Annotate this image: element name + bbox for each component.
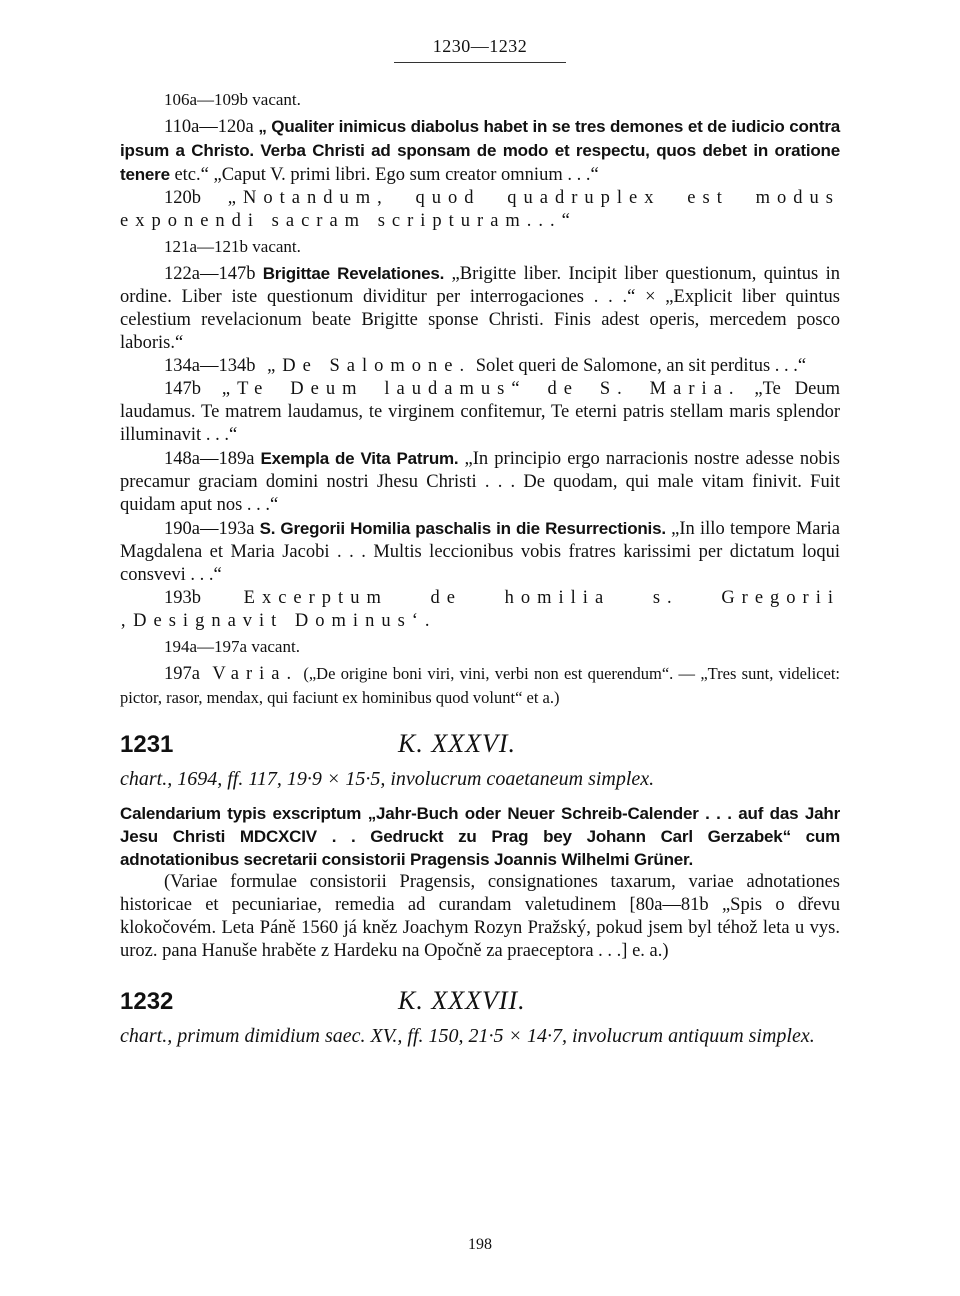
item-text: vacant. — [247, 637, 300, 656]
entry-1232-heading — [120, 986, 840, 1015]
folio-range: 194a—197a — [164, 637, 248, 656]
manuscript-item — [120, 517, 840, 587]
manuscript-item — [120, 88, 840, 111]
item-title: S. Gregorii Homilia paschalis in die Resurrectionis. — [254, 519, 666, 538]
item-text: vacant. — [248, 237, 301, 256]
item-text: „In principio ergo narracionis nostre adesse nobis precamur graciam domini nostri Jhesu Christi . . . De quodam, qui male vitam finivit. Fuit quidam aput nos . . .“ — [120, 449, 840, 515]
entry-signature: K. XXXVI. — [398, 729, 517, 758]
item-incipit-spaced: Varia. — [199, 664, 299, 684]
item-title: „ Qualiter inimicus diabolus habet in se tres demones et de iudicio contra ipsum a Christo. Verba Christi ad sponsam de modo et respectu, quos debet in oratione tenere — [120, 117, 840, 184]
manuscript-item — [120, 587, 840, 633]
entries-1230 — [120, 88, 840, 710]
item-title: Exempla de Vita Patrum. — [254, 449, 459, 468]
manuscript-item — [120, 115, 840, 187]
entry-number: 1232 — [120, 988, 174, 1015]
folio-range: 190a—193a — [164, 519, 255, 539]
item-incipit-spaced: Excerptum de homilia s. Gregorii ‚Designavit Dominus‘. — [120, 588, 840, 631]
item-incipit-spaced: „Notandum, quod quadruplex est modus exponendi sacram scripturam...“ — [120, 188, 840, 231]
running-header: 1230—1232 — [432, 36, 528, 56]
manuscript-item — [120, 635, 840, 658]
folio-range: 193b — [164, 588, 201, 608]
page-number: 198 — [468, 1236, 492, 1253]
manuscript-item — [120, 662, 840, 710]
entry-signature: K. XXXVII. — [398, 986, 526, 1015]
item-text: „In illo tempore Maria Magdalena et Maria Jacobi . . . Multis leccionibus vobis fratres karissimi per dictatum loqui consvevi . . .“ — [120, 519, 840, 585]
text-body — [120, 86, 840, 1059]
entry-1231-contents: (Variae formulae consistorii Pragensis, consignationes taxarum, variae adnotationes historicae et pecuniariae, remedia ad curandam valetudinem [80a—81b „Spis o dřevu klokočovém. Leta Páně 1560 já kněz Joachym Rozyn Pražský, pokud jsem byl téhož leta u vys. uroz. pana Hanuše hraběte z Hardeku na Opočně za praeceptora . . .] e. a.) — [120, 872, 840, 961]
header-rule — [394, 62, 566, 63]
item-incipit-spaced: „Te Deum laudamus“ de S. Maria. — [201, 379, 741, 399]
folio-range: 148a—189a — [164, 449, 255, 469]
item-incipit-spaced: „De Salomone. — [255, 356, 472, 376]
folio-range: 197a — [164, 664, 200, 684]
item-text: Solet queri de Salomone, an sit perditus . . .“ — [471, 356, 807, 376]
item-text: etc.“ „Caput V. primi libri. Ego sum creator omnium . . .“ — [169, 165, 599, 185]
entry-1231-heading — [120, 729, 840, 758]
manuscript-item — [120, 355, 840, 378]
manuscript-item — [120, 235, 840, 258]
entry-1231-title: Calendarium typis exscriptum „Jahr-Buch oder Neuer Schreib-Calender . . . auf das Jahr Jesu Christi MDCXCIV . . Gedruckt zu Prag bey Johann Carl Gerzabek“ cum adnotationibus secretarii consistorii Pragensis Joannis Wilhelmi Grüner. — [120, 804, 840, 869]
manuscript-item — [120, 447, 840, 517]
manuscript-item — [120, 187, 840, 233]
item-text: „Te Deum laudamus. Te matrem laudamus, te virginem confitemur, Te eterni patris stellam maris splendor illuminavit . . .“ — [120, 379, 840, 445]
entry-1231-description: chart., 1694, ff. 117, 19·9 × 15·5, involucrum coaetaneum simplex. — [120, 768, 655, 790]
folio-range: 147b — [164, 379, 201, 399]
item-text: vacant. — [248, 90, 301, 109]
manuscript-item — [120, 262, 840, 355]
item-text: („De origine boni viri, vini, verbi non est querendum“. — „Tres sunt, videlicet: pictor, rasor, mendax, qui faciunt ex hominibus quod volunt“ et a.) — [120, 664, 840, 707]
entry-1232-description: chart., primum dimidium saec. XV., ff. 150, 21·5 × 14·7, involucrum antiquum simplex. — [120, 1025, 815, 1047]
manuscript-item — [120, 378, 840, 447]
folio-range: 110a—120a — [164, 117, 254, 137]
folio-range: 120b — [164, 188, 201, 208]
folio-range: 134a—134b — [164, 356, 256, 376]
item-title: Brigittae Revelationes. — [255, 264, 445, 283]
folio-range: 121a—121b — [164, 237, 249, 256]
entry-number: 1231 — [120, 731, 174, 758]
item-text: „Brigitte liber. Incipit liber questionum, quintus in ordine. Liber iste questionum dividitur per interrogaciones . . .“ × „Explicit liber quintus celestium revelacionum beate Brigitte sponse Christi. Finis adest operis, mercedem posco laboris.“ — [120, 264, 840, 353]
folio-range: 122a—147b — [164, 264, 256, 284]
folio-range: 106a—109b — [164, 90, 249, 109]
